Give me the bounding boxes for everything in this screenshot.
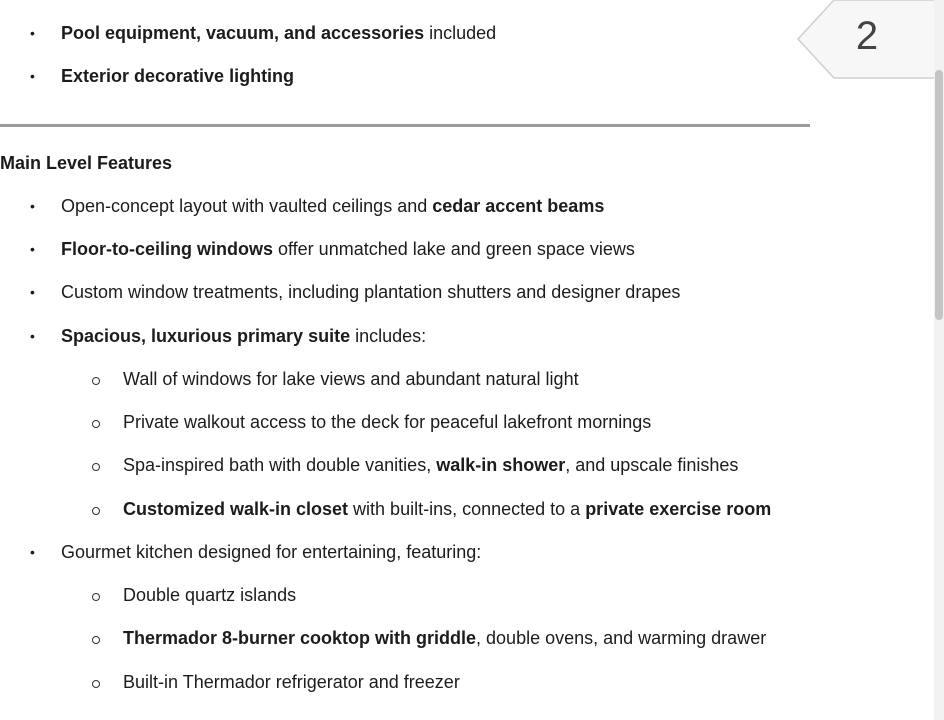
text: , double ovens, and warming drawer — [476, 628, 767, 648]
bold-text: Pool equipment, vacuum, and accessories — [61, 23, 425, 43]
text: Built-in Thermador refrigerator and freezer — [123, 672, 460, 692]
text: Spa-inspired bath with double vanities, — [123, 455, 437, 475]
hollow-bullet-icon — [92, 507, 100, 515]
text: Private walkout access to the deck for peaceful lakefront mornings — [123, 412, 652, 432]
list-item — [61, 64, 294, 88]
sub-list-item — [123, 626, 766, 650]
hollow-bullet-icon — [92, 593, 100, 601]
hollow-bullet-icon — [92, 636, 100, 644]
bullet-icon: • — [30, 328, 35, 344]
text: Gourmet kitchen designed for entertaining, featuring: — [61, 542, 482, 562]
bold-text: Floor-to-ceiling windows — [61, 239, 273, 259]
sub-list-item — [123, 583, 296, 607]
sub-list-item — [123, 670, 460, 694]
bullet-icon: • — [30, 198, 35, 214]
bold-text: Spacious, luxurious primary suite — [61, 326, 351, 346]
hollow-bullet-icon — [92, 463, 100, 471]
list-item — [61, 324, 426, 348]
bold-text: Thermador 8-burner cooktop with griddle — [123, 628, 477, 648]
text: Custom window treatments, including plantation shutters and designer drapes — [61, 282, 681, 302]
bullet-icon: • — [30, 284, 35, 300]
bold-text: walk-in shower — [436, 455, 566, 475]
bold-text: cedar accent beams — [432, 196, 605, 216]
sub-list-item — [123, 367, 579, 391]
list-item — [61, 237, 635, 261]
hollow-bullet-icon — [92, 420, 100, 428]
text: includes: — [350, 326, 427, 346]
bold-text: Customized walk-in closet — [123, 499, 349, 519]
hollow-bullet-icon — [92, 377, 100, 385]
page-number: 2 — [855, 14, 879, 58]
sub-list-item — [123, 497, 771, 521]
list-item — [61, 540, 481, 564]
bullet-icon: • — [30, 25, 35, 41]
text: included — [424, 23, 497, 43]
text: Open-concept layout with vaulted ceilings and — [61, 196, 433, 216]
sub-list-item — [123, 453, 738, 477]
section-heading: Main Level Features — [0, 153, 173, 173]
text: offer unmatched lake and green space views — [272, 239, 635, 259]
list-item — [61, 21, 496, 45]
bullet-icon: • — [30, 241, 35, 257]
scrollbar-thumb[interactable] — [935, 70, 943, 320]
bold-text: private exercise room — [585, 499, 772, 519]
section-divider — [0, 124, 810, 127]
bullet-icon: • — [30, 544, 35, 560]
sub-list-item — [123, 410, 651, 434]
text: with built-ins, connected to a — [348, 499, 586, 519]
hollow-bullet-icon — [92, 680, 100, 688]
text: Wall of windows for lake views and abundant natural light — [123, 369, 579, 389]
text: , and upscale finishes — [565, 455, 739, 475]
text: Double quartz islands — [123, 585, 297, 605]
bold-text: Exterior decorative lighting — [61, 66, 295, 86]
bullet-icon: • — [30, 68, 35, 84]
list-item — [61, 280, 680, 304]
list-item — [61, 194, 604, 218]
